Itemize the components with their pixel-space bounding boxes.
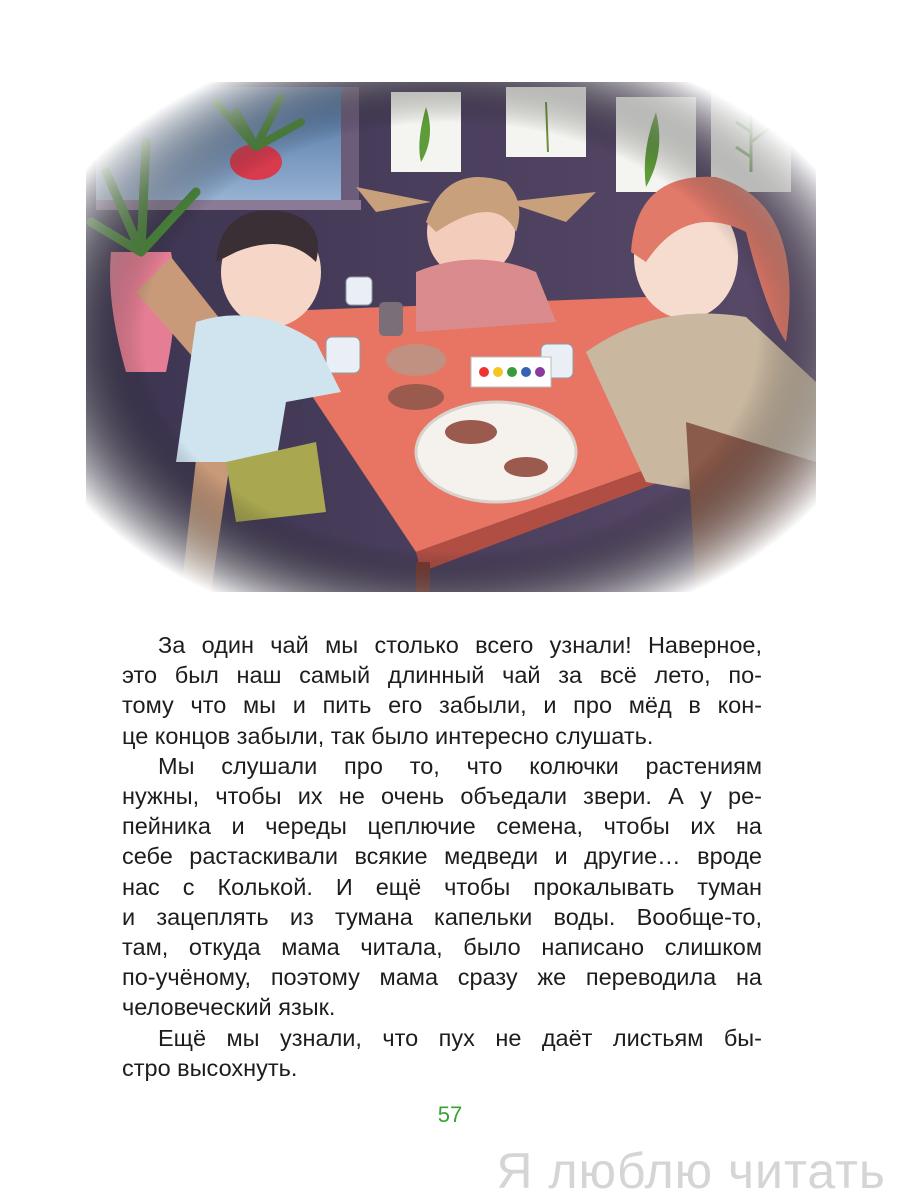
text-line: це концов забыли, так было интересно слушать. xyxy=(122,722,654,749)
text-line: и зацеплять из тумана капельки воды. Вообще-то, xyxy=(122,903,762,930)
text-line: нужны, чтобы их не очень объедали звери. А у ре- xyxy=(122,783,762,810)
paragraph xyxy=(122,1023,762,1083)
tea-party-illustration xyxy=(86,82,816,592)
text-line: нас с Колькой. И ещё чтобы прокалывать туман xyxy=(122,873,762,900)
text-line: стро высохнуть. xyxy=(122,1054,298,1081)
text-line: тому что мы и пить его забыли, и про мёд в кон- xyxy=(122,692,762,719)
text-line: это был наш самый длинный чай за всё лето, по- xyxy=(122,662,762,689)
story-text xyxy=(122,630,762,1083)
paragraph xyxy=(122,630,762,751)
text-line: человеческий язык. xyxy=(122,994,336,1021)
text-line: Мы слушали про то, что колючки растениям xyxy=(158,752,762,779)
text-line: За один чай мы столько всего узнали! Наверное, xyxy=(158,632,762,658)
text-line: там, откуда мама читала, было написано слишком xyxy=(122,934,762,961)
text-line: себе растаскивали всякие медведи и другие… вроде xyxy=(122,843,762,870)
watermark: Я люблю читать xyxy=(496,1143,886,1199)
text-line: Ещё мы узнали, что пух не даёт листьям бы- xyxy=(158,1024,762,1051)
text-line: по-учёному, поэтому мама сразу же переводила на xyxy=(122,964,762,991)
text-line: пейника и череды цеплючие семена, чтобы их на xyxy=(122,813,762,840)
page-number: 57 xyxy=(437,1102,463,1127)
paragraph xyxy=(122,751,762,1023)
